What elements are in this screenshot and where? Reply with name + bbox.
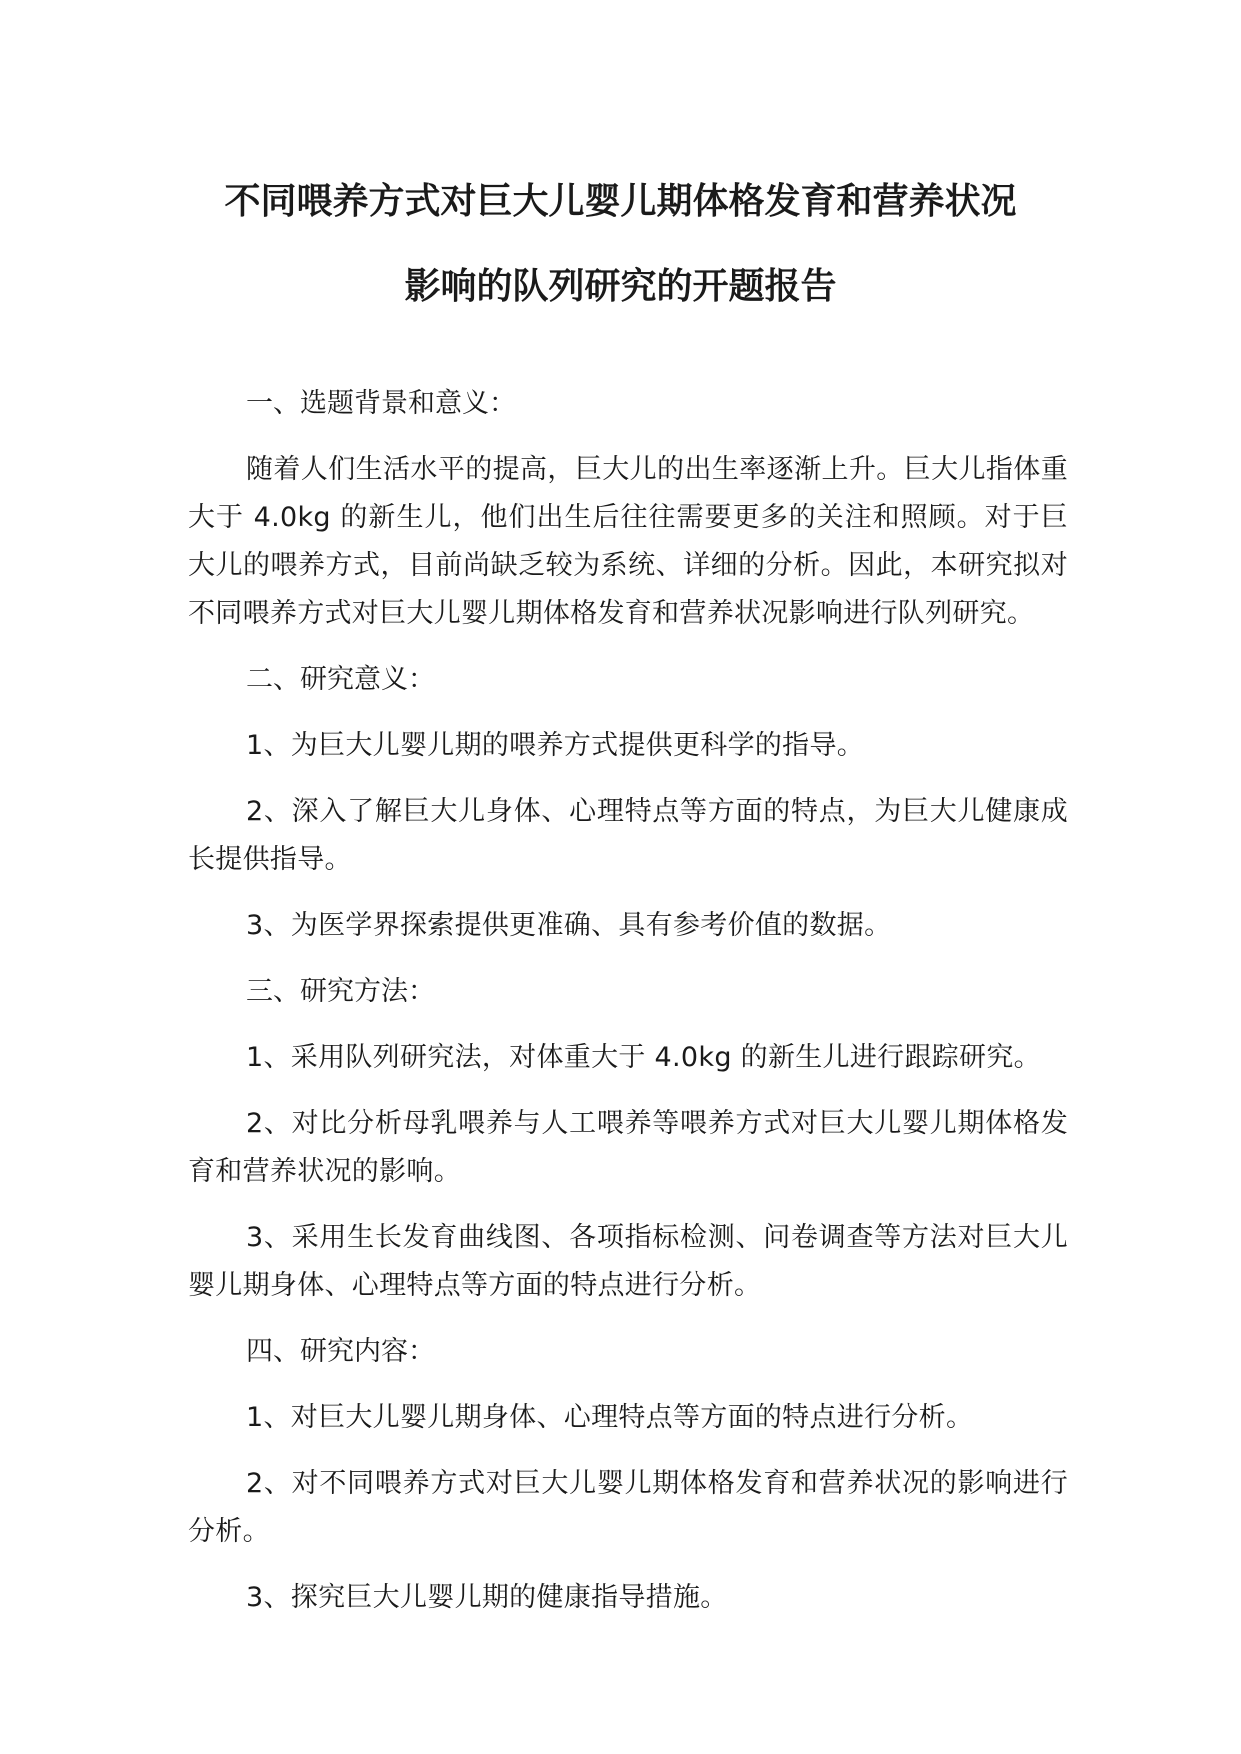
document-title-line-2: 影响的队列研究的开题报告 [404,266,837,307]
section-heading: 二、研究意义： [246,664,435,695]
paragraph: 1、对巨大儿婴儿期身体、心理特点等方面的特点进行分析。 [246,1402,974,1433]
paragraph: 3、探究巨大儿婴儿期的健康指导措施。 [246,1582,728,1613]
section-heading: 三、研究方法： [246,976,435,1007]
section-background [188,380,1068,638]
section-significance [188,656,1068,950]
paragraph: 2、对比分析母乳喂养与人工喂养等喂养方式对巨大儿婴儿期体格发育和营养状况的影响。 [188,1108,1068,1187]
paragraph: 2、对不同喂养方式对巨大儿婴儿期体格发育和营养状况的影响进行分析。 [188,1468,1068,1547]
section-content [188,1328,1068,1622]
document-title-line-1: 不同喂养方式对巨大儿婴儿期体格发育和营养状况 [224,181,1017,222]
paragraph: 1、采用队列研究法，对体重大于 4.0kg 的新生儿进行跟踪研究。 [246,1042,1041,1073]
paragraph: 1、为巨大儿婴儿期的喂养方式提供更科学的指导。 [246,730,865,761]
paragraph: 随着人们生活水平的提高，巨大儿的出生率逐渐上升。巨大儿指体重大于 4.0kg 的新生儿，他们出生后往往需要更多的关注和照顾。对于巨大儿的喂养方式，目前尚缺乏较为系统、详细的分析。因此，本研究拟对不同喂养方式对巨大儿婴儿期体格发育和营养状况影响进行队列研究。 [188,454,1068,629]
section-methods [188,968,1068,1310]
section-heading: 四、研究内容： [246,1336,435,1367]
paragraph: 3、为医学界探索提供更准确、具有参考价值的数据。 [246,910,892,941]
section-heading: 一、选题背景和意义： [246,388,516,419]
paragraph: 3、采用生长发育曲线图、各项指标检测、问卷调查等方法对巨大儿婴儿期身体、心理特点等方面的特点进行分析。 [188,1222,1068,1301]
paragraph: 2、深入了解巨大儿身体、心理特点等方面的特点，为巨大儿健康成长提供指导。 [188,796,1068,875]
document-body [188,380,1068,1640]
